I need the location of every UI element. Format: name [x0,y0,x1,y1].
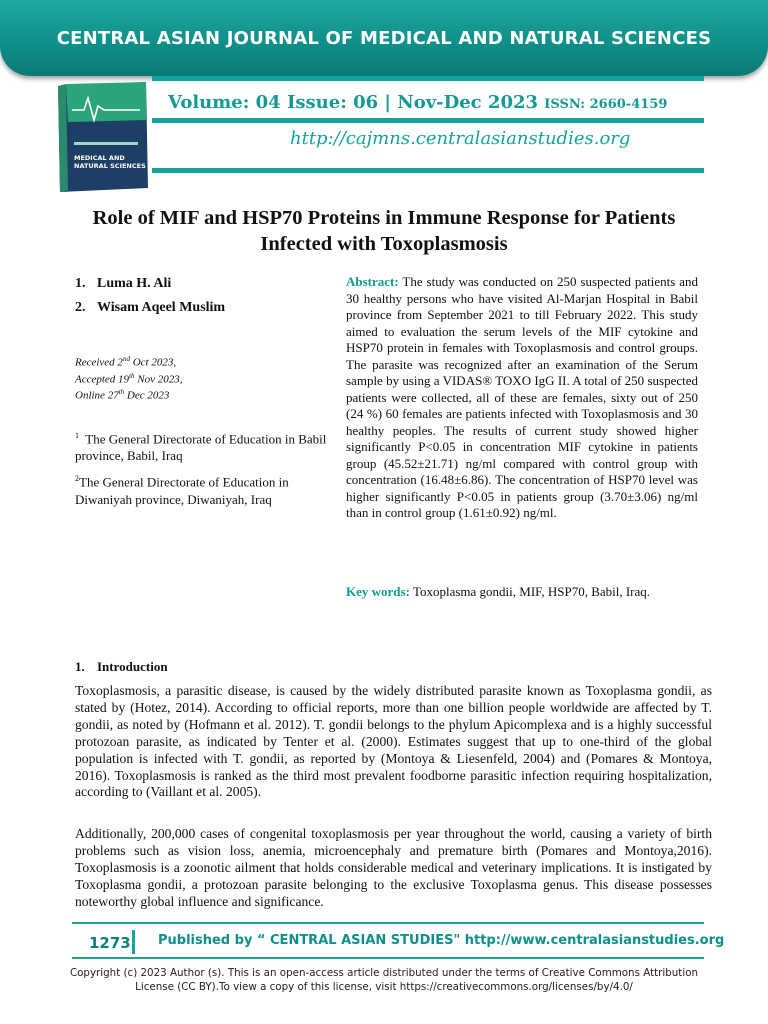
journal-cover-image [50,80,152,192]
volume-issue-line [168,92,667,113]
author-name: Wisam Aqeel Muslim [97,300,226,315]
header-rule-2 [152,118,704,123]
issn: ISSN: 2660-4159 [544,97,668,112]
journal-url[interactable]: http://cajmns.centralasianstudies.org [290,128,631,149]
received-date: Received 2nd Oct 2023, [75,355,177,369]
author-list [75,272,225,320]
author-name: Luma H. Ali [97,276,172,291]
journal-banner [0,0,768,76]
article-dates [75,353,183,403]
cover-title-line2: NATURAL SCIENCES [74,162,146,170]
affiliation-item: $^2$The General Directorate of Education in Diwaniyah province, Diwaniyah, Iraq [75,474,289,507]
abstract-label: Abstract: [346,274,399,289]
abstract-text: The study was conducted on 250 suspected patients and 30 healthy persons who have visited Al-Marjan Hospital in Babil province from September 2021 to till February 2022. This study aimed to evaluation the serum levels of the MIF cytokine and HSP70 protein in females with Toxoplasmosis and control groups. The parasite was recognized after an examination of the Serum sample by using a VIDAS® TOXO IgG II. A total of 250 suspected patients were collected, all of these are females, sixty out of 250 (24 %) 60 females are patients infected with Toxoplasmosis and 30 healthy peoples. The results of current study showed higher significantly P<0.05 in concentration MIF cytokine in patients group (45.52±21.71) ng/ml compared with control group with concentration (16.48±6.86). The concentration of HSP70 level was higher significantly P<0.05 in patients group (3.70±3.06) ng/ml than in control group (1.61±0.92) ng/ml. [346,274,699,520]
affiliation-item: $^1$ The General Directorate of Education in Babil province, Babil, Iraq [75,431,327,464]
author-item [75,296,225,320]
intro-paragraph-1: Toxoplasmosis, a parasitic disease, is caused by the widely distributed parasite known as Toxoplasma gondii, as stated by (Hotez, 2014). According to official reports, more than one billion people worldwide are affected by T. gondii, as noted by (Hofmann et al. 2012). T. gondii belongs to the phylum Apicomplexa and is a highly successful protozoan parasite, as indicated by Tenter et al. (2000). Estimates suggest that up to one-third of the global population is infected with T. gondii, as reported by (Montoya & Liesenfeld, 2004) and (Pomares & Montoya, 2016). Toxoplasmosis is ranked as the third most prevalent foodborne parasitic infection requiring hospitalization, according to (Vaillant et al. 2005). [75,683,712,800]
header-rule-3 [152,168,704,173]
online-date: Online 27th Dec 2023 [75,388,170,402]
author-number: 2. [75,300,86,315]
volume-issue: Volume: 04 Issue: 06 | Nov-Dec 2023 [168,92,539,113]
footer-rule-top [72,922,704,924]
section-heading: 1. Introduction [75,659,168,674]
page-number: 1273 [89,934,131,952]
intro-paragraph-2: Additionally, 200,000 cases of congenital toxoplasmosis per year throughout the world, causing a variety of birth problems such as vision loss, anemia, microencephaly and premature birth (Pomares and Montoya,2016). Toxoplasmosis is a zoonotic ailment that holds considerable medical and veterinary implications. It is instigated by Toxoplasma gondii, a protozoan parasite belonging to the exclusive Toxoplasma genus. This disease possesses noteworthy global influence and significance. [75,826,712,909]
journal-name: CENTRAL ASIAN JOURNAL OF MEDICAL AND NATURAL SCIENCES [56,28,712,49]
published-by[interactable]: Published by “ CENTRAL ASIAN STUDIES" http://www.centralasianstudies.org [158,933,725,948]
keywords [346,583,698,600]
header-rule-1 [152,76,704,81]
page-number-separator [132,930,135,954]
author-number: 1. [75,276,86,291]
accepted-date: Accepted 19th Nov 2023, [75,371,183,386]
cover-title-line1: MEDICAL AND [74,154,125,162]
keywords-text: Toxoplasma gondii, MIF, HSP70, Babil, Iraq. [412,584,651,599]
keywords-label: Key words: [346,584,410,599]
affiliations [75,427,330,514]
article-title: Role of MIF and HSP70 Proteins in Immune Response for Patients Infected with Toxoplasmosis [92,207,676,255]
author-item [75,272,225,296]
copyright-notice: Copyright (c) 2023 Author (s). This is an open-access article distributed under the terms of Creative Commons Attribution License (CC BY).To view a copy of this license, visit https://creativecommons.org/licenses/by/4.0/ [69,967,699,993]
footer-rule-bottom [72,957,704,959]
abstract [346,274,698,522]
